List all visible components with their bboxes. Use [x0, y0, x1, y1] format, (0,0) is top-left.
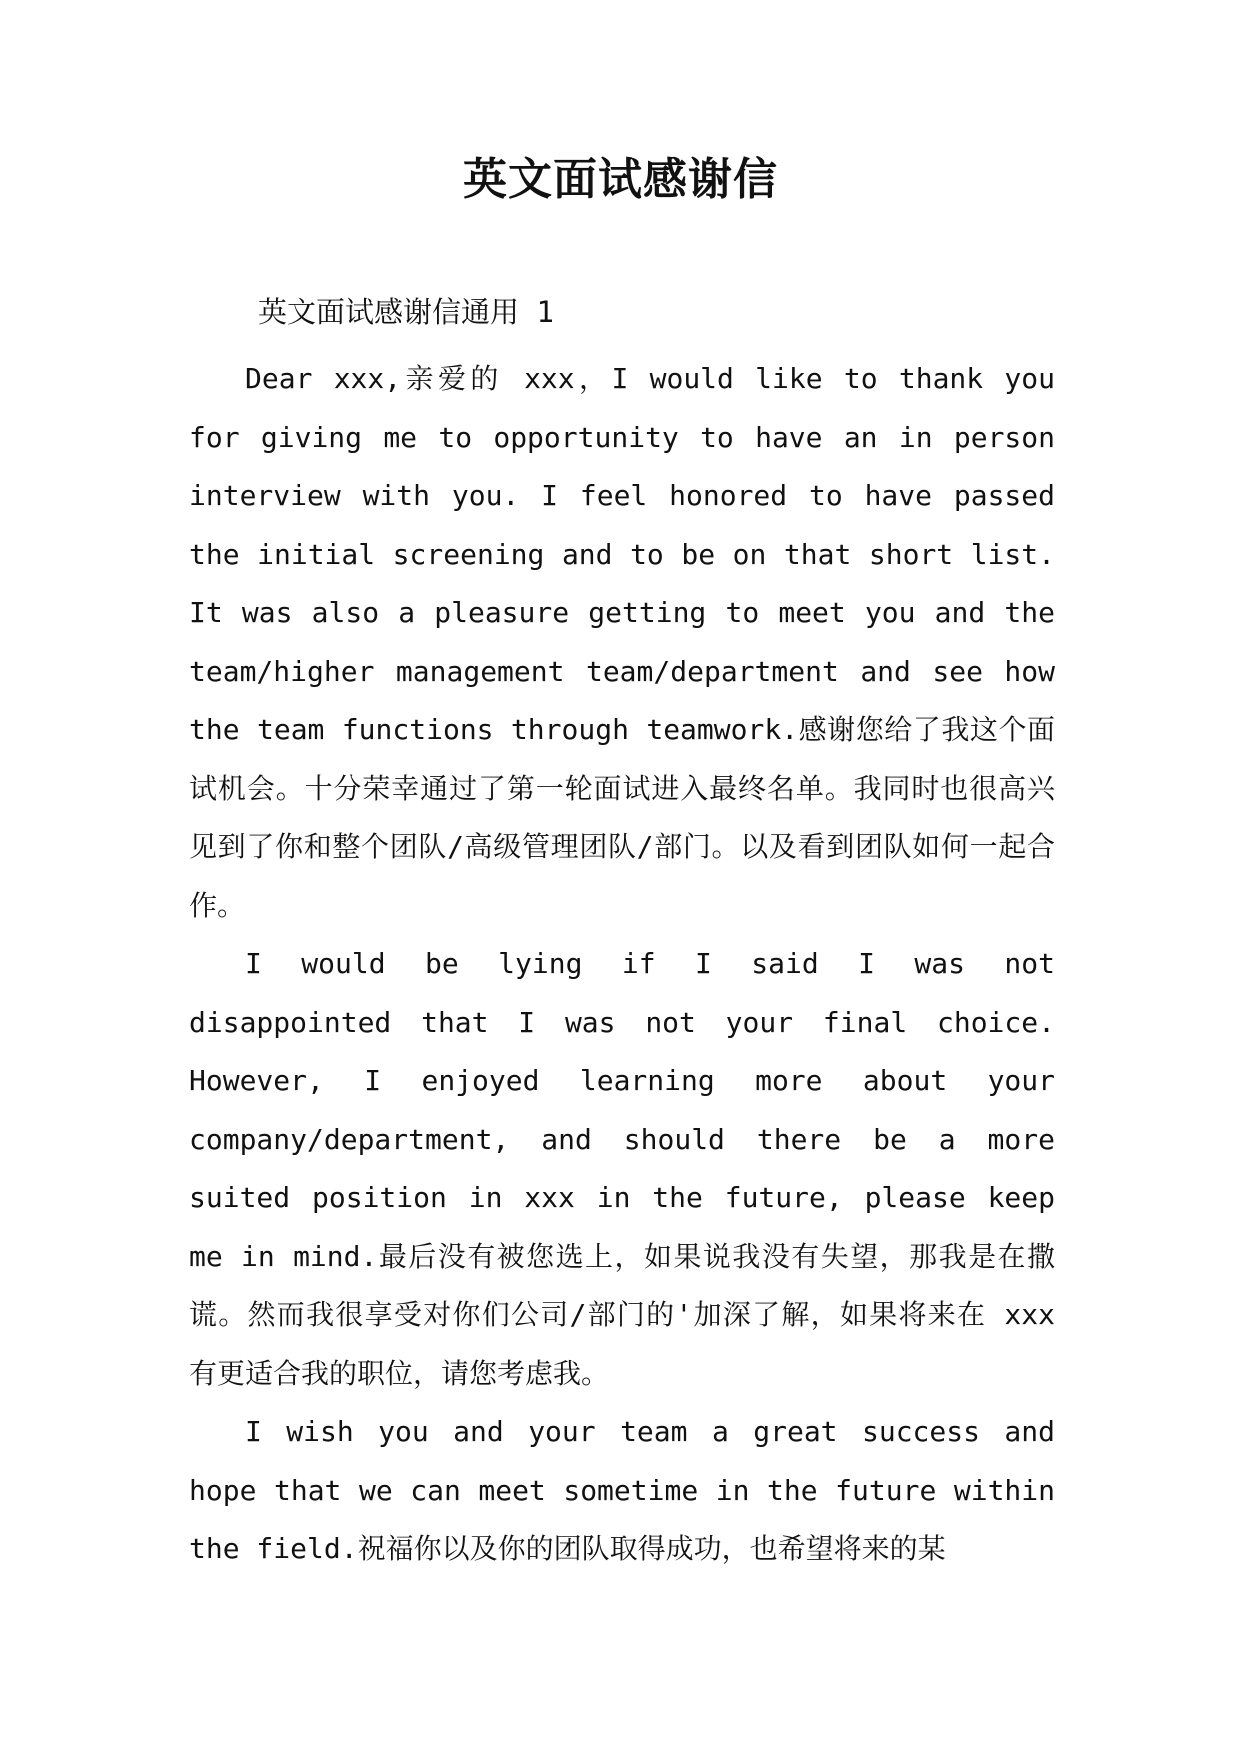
document-title: 英文面试感谢信 [463, 154, 778, 205]
paragraph-2: I would be lying if I said I was not disappointed that I was not your final choice. However, I enjoyed learning more about your company/department, and should there be a more suited position in xxx in the future, please keep me in mind.最后没有被您选上，如果说我没有失望，那我是在撒谎。然而我很享受对你们公司/部门的'加深了解，如果将来在 xxx 有更适合我的职位，请您考虑我。 [189, 947, 1055, 1390]
letter-body [189, 350, 1055, 1579]
paragraph-1: Dear xxx,亲爱的 xxx，I would like to thank you for giving me to opportunity to have an in person interview with you. I feel honored to have passed the initial screening and to be on that short list. It was also a pleasure getting to meet you and the team/higher management team/department and see how the team functions through teamwork.感谢您给了我这个面试机会。十分荣幸通过了第一轮面试进入最终名单。我同时也很高兴见到了你和整个团队/高级管理团队/部门。以及看到团队如何一起合作。 [189, 362, 1055, 922]
section-heading: 英文面试感谢信通用 1 [258, 295, 554, 329]
paragraph-3: I wish you and your team a great success and hope that we can meet sometime in the future within the field.祝福你以及你的团队取得成功，也希望将来的某 [189, 1415, 1055, 1565]
